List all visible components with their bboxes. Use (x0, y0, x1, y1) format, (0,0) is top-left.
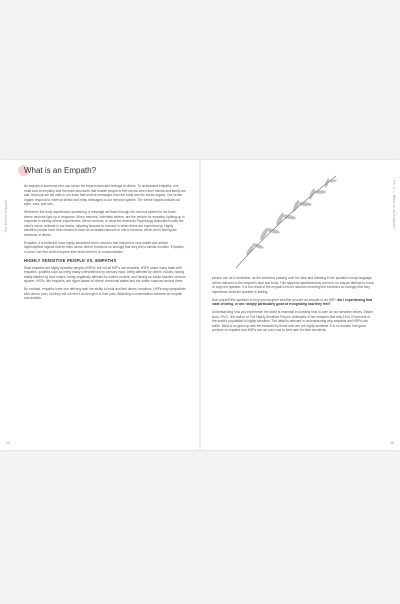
section-subhead: HIGHLY SENSITIVE PEOPLE VS. EMPATHS (24, 258, 117, 263)
page-number-right: 15 (390, 441, 394, 445)
book-gutter (199, 160, 201, 450)
body-paragraph: An empath is someone who can sense the experiences and feelings of others. To understand empaths, one must look at empathy and the brain structures that enable people to feel sorrow when their friends and family are sad. Neurons are the cells in our brain that receive messages from the body and the sense organs. Our sense organs respond to external stimuli and relay messages to our nervous system. The sense organs include our eyes, ears, and skin. (24, 184, 186, 206)
body-paragraph: By contrast, empaths have one defining trait: the ability to intuit and feel others' emotions. HSPs may sympathize with others' pain, but they will not feel it as though it is their pain. Watching a conversation between an empath and another (24, 287, 186, 300)
book-spread (0, 160, 400, 450)
body-paragraph: Empaths, it is believed, have highly advanced mirror neurons that respond to very subtle and almost imperceptible signals that let them sense others' emotions so strongly that they feel a similar emotion. Empaths, in short, can feel what everyone else feels before it is communicated. (24, 240, 185, 254)
running-head-left: The Gentle Empath (4, 200, 8, 233)
question-lead: Ask yourself this question to help you decipher whether you are an empath or an HSP: (212, 297, 338, 302)
right-page (212, 276, 374, 336)
page-number-left: 14 (6, 441, 10, 445)
body-paragraph: Most empaths are highly sensitive people (HSPs), but not all HSPs are empaths. HSPs share many traits with empaths, qualities such as being easily overwhelmed by sensory input, being affected by others' moods, having easily startled by loud noises, being negatively affected by violent content, and having an easily frazzled nervous system. HSPs, like empaths, are hyper-aware of others' emotional states and the subtle nuances around them. (24, 265, 186, 283)
body-paragraph (212, 298, 374, 307)
body-paragraph: Whenever the body experiences something, a message will flash through the nervous system to the brain, where neurons light up in response. Mirror neurons, scientists believe, are the vehicle for empathy, lighting up in response to seeing others' experiences. Mirror neurons, or what the American Psychology Association calls the mind's mirror, activate in our brains, allowing humans to connect to what others are experiencing. Highly sensitive people have been shown to have an increased amount of mirror neurons, which aid in feeling the emotions of others. (24, 210, 185, 237)
body-paragraph: Understanding how you experience the world is essential in knowing how to care for our sensitive selves. Elaine Aron, Ph.D., the author of The Highly Sensitive Person, estimates in her research that only 15 to 20 percent of the world's population is highly sensitive. The detail is relevant in understanding why empaths and HSPs can suffer. Most of us grew up with life modeled by those who are not highly sensitive. It is no wonder that good portions of empaths and HSPs are not sure how to best care for their sensitivity. (212, 310, 373, 332)
reflection-question: Am I experiencing that state of being, or am I simply particularly good at recognizing how they feel? (212, 297, 373, 306)
page-title: What is an Empath? (24, 166, 97, 175)
running-head-right: Ch. 1 — What Is an Empath? (392, 180, 396, 230)
leaf-sprig-illustration (218, 168, 348, 270)
body-paragraph: person can be a revelation, as the emotions passing over the face and showing in the speaker's body language will be mirrored in the empath's face and body. This happens spontaneously and is in no way an attempt to mock or copy the speaker. It is the result of the empath's mirror neurons receiving the emotions so strongly that they experience what the speaker is feeling. (212, 276, 374, 294)
left-page (24, 166, 186, 304)
title-block (24, 166, 186, 180)
